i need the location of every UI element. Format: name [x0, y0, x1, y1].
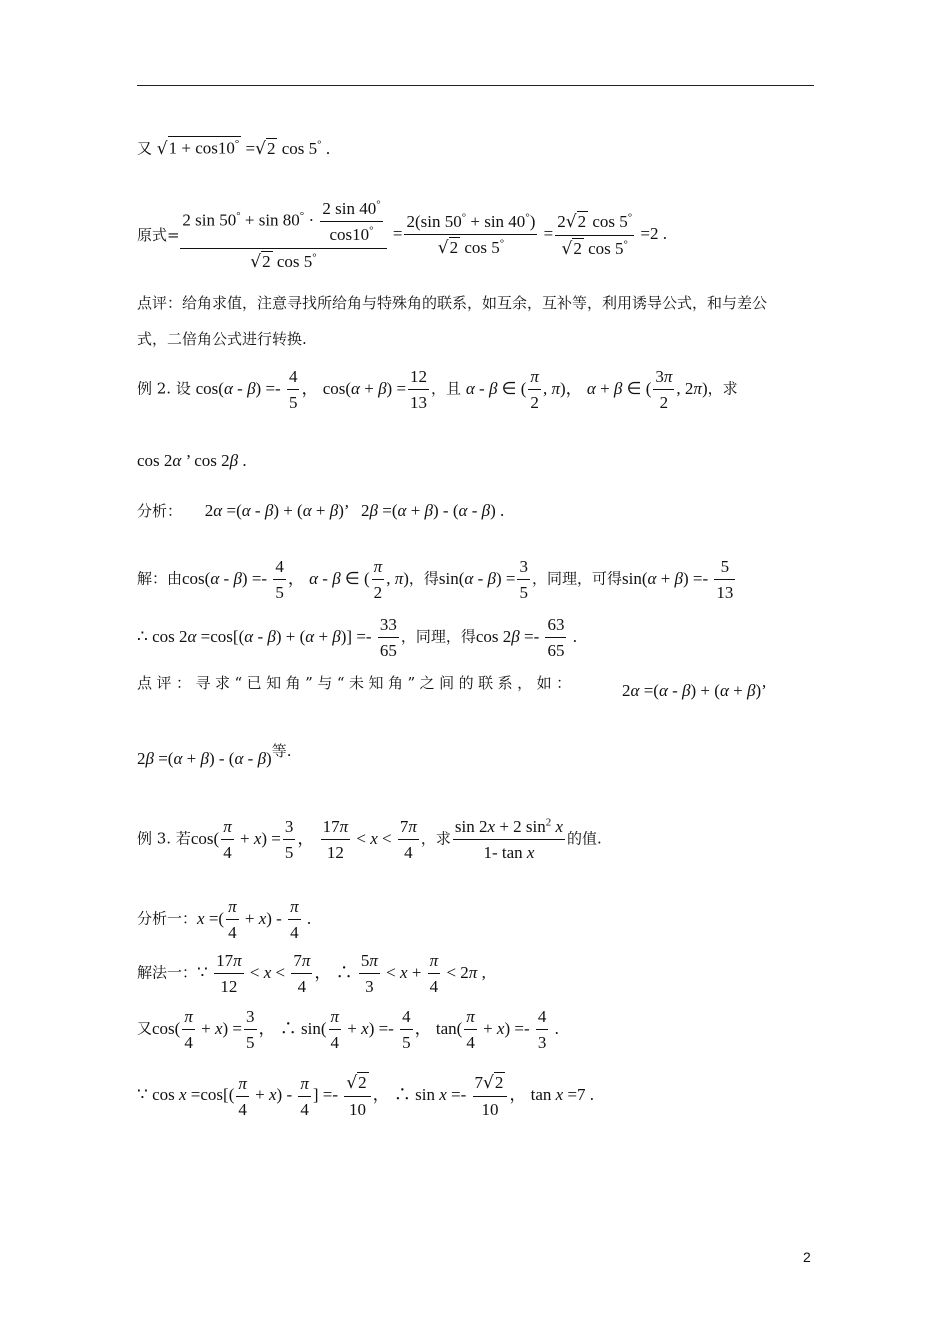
- example-2: [137, 366, 738, 414]
- math-sol-1c: sin(α + β) =- $\frac{5}{13}$: [622, 557, 734, 603]
- solution-2: [137, 614, 577, 662]
- text-ex3-qiu: ，求: [420, 829, 451, 848]
- math-remark-2: 2α =(α - β) + (α + β)’: [622, 681, 767, 700]
- text-ex3: 例 3. 若: [137, 829, 191, 848]
- solution-method-1b: [137, 1006, 559, 1054]
- math-sol-m1b: cos( $\frac{\pi}{4}$ + x) = $\frac{3}{5}$ ， ∴ sin( $\frac{\pi}{4}$ + x) =- $\frac{4}{5}$ ， tan( $\frac{\pi}{4}$ + x) =- $\frac{4}{3}$ .: [152, 1007, 559, 1053]
- line-1: [137, 136, 330, 158]
- math-analysis-1: x =( $\frac{\pi}{4}$ + x) - $\frac{\pi}{4}$ .: [197, 897, 312, 943]
- math-ex2-target: cos 2α ’ cos 2β .: [137, 451, 247, 470]
- math-sol-2b: cos 2β =- $\frac{63}{65}$ .: [475, 615, 577, 661]
- math-sol-m1: ∵ $\frac{17\pi}{12}$ < x < $\frac{7\pi}{4}$ ， ∴ $\frac{5\pi}{3}$ < x + $\frac{\pi}{4}$ < 2π ,: [197, 951, 486, 997]
- math-ex2: cos(α - β) =- $\frac{4}{5}$ ， cos(α + β) = $\frac{12}{13}$: [195, 367, 428, 413]
- text-ex3-zhi: 的值.: [567, 829, 602, 848]
- math-ex2-b: α - β ∈ ( $\frac{\pi}{2}$ , π)， α + β ∈ ( $\frac{3\pi}{2}$ , 2π): [465, 367, 708, 413]
- text-tongli-2: ，同理，得: [400, 627, 476, 646]
- text-remark-2: 点评：寻求“已知角”与“未知角”之间的联系，如：: [137, 674, 576, 692]
- remark-2-cont: [137, 742, 292, 768]
- solution-method-1c: [137, 1072, 594, 1121]
- analysis-1: [137, 896, 311, 944]
- math-analysis: 2α =(α - β) + (α + β)’ 2β =(α + β) - (α - β) .: [204, 501, 505, 520]
- solution-method-1: [137, 950, 486, 998]
- solution-1: [137, 556, 737, 604]
- line-2: [137, 198, 667, 273]
- example-2-target: [137, 452, 247, 469]
- remark-1-line-a: 点评：给角求值，注意寻找所给角与特殊角的联系，如互余，互补等，利用诱导公式，和与差公: [137, 294, 768, 312]
- math-sol-2: ∴ cos 2α =cos[(α - β) + (α + β)] =- $\frac{33}{65}$: [137, 615, 397, 661]
- text-you: 又: [137, 139, 153, 158]
- math-2: 2 sin 50° + sin 80° · $\frac{2 \sin 40^\circ}{\cos 10^\circ}$ √2 cos 5° = $\frac{2(\sin 50^\circ + \sin 40^\circ)}{√2 \cos 5^\circ}$ = $\frac{2√2 \cos 5^\circ}{√2 \cos 5^\circ}$ =2 .: [182, 198, 667, 272]
- text-ex2: 例 2. 设: [137, 379, 191, 398]
- header-rule: [137, 85, 814, 86]
- math-ex3: cos( $\frac{\pi}{4}$ + x) = $\frac{3}{5}$ ， $\frac{17\pi}{12}$ < x < $\frac{7\pi}{4}$: [190, 817, 417, 863]
- text-sol-you: 解：由: [137, 569, 183, 588]
- analysis: [137, 502, 504, 519]
- text-yuanshi: 原式=: [137, 225, 180, 244]
- remark-1-line-b: 式，二倍角公式进行转换.: [137, 330, 307, 348]
- text-you-2: 又: [137, 1019, 153, 1038]
- page-number: 2: [803, 1249, 811, 1265]
- remark-2: [137, 674, 767, 700]
- text-sol-1: 解法一：: [137, 963, 198, 982]
- text-and: ，且: [431, 379, 462, 398]
- text-deng: 等.: [271, 742, 292, 760]
- text-qiu: ，求: [707, 379, 738, 398]
- math-ex3b: $\frac{\sin 2x + 2 \sin^2 x}{\text{1- tan x}}$: [454, 816, 564, 863]
- math-sol-m1c: ∵ cos x =cos[( $\frac{\pi}{4}$ + x) - $\frac{\pi}{4}$ ] =- $\frac{√2}{10}$ ， ∴ sin x =- $\frac{7√2}{10}$ ， tan x =7 .: [137, 1073, 595, 1120]
- math-sol-1: cos(α - β) =- $\frac{4}{5}$ ， α - β ∈ ( $\frac{\pi}{2}$ , π): [182, 557, 409, 603]
- text-tongli: ，同理，可得: [531, 569, 622, 588]
- math-remark-2b: 2β =(α + β) - (α - β): [137, 749, 272, 768]
- text-de: ，得: [408, 569, 439, 588]
- example-3: [137, 816, 602, 864]
- text-analysis-1: 分析一：: [137, 909, 198, 928]
- text-analysis: 分析：: [137, 502, 183, 520]
- math-sol-1b: sin(α - β) = $\frac{3}{5}$: [438, 557, 528, 603]
- math-1: √1 + cos10° =√2 cos 5° .: [156, 138, 331, 159]
